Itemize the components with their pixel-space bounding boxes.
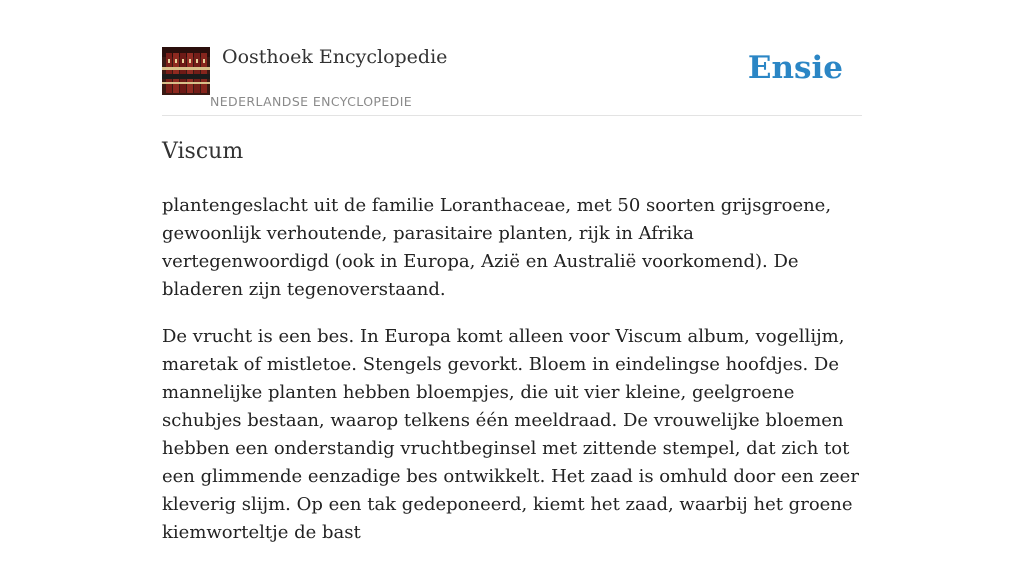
page: [162, 0, 862, 543]
brand-logo[interactable]: Ensie: [747, 50, 843, 86]
encyclopedia-books-icon[interactable]: [162, 47, 210, 95]
source-subtitle: NEDERLANDSE ENCYCLOPEDIE: [210, 94, 413, 109]
article-paragraph: De vrucht is een bes. In Europa komt alleen voor Viscum album, vogellijm, maretak of mistletoe. Stengels gevorkt. Bloem in eindelingse hoofdjes. De mannelijke planten hebben bloempjes, die uit vier kleine, geelgroene schubjes bestaan, waarop telkens één meeldraad. De vrouwelijke bloemen hebben een onderstandig vruchtbeginsel met zittende stempel, dat zich tot een glimmende eenzadige bes ontwikkelt. Het zaad is omhuld door een zeer kleverig slijm. Op een tak gedeponeerd, kiemt het zaad, waarbij het groene kiemworteltje de bast: [162, 326, 859, 543]
article-title: Viscum: [162, 139, 244, 164]
article-paragraph: plantengeslacht uit de familie Loranthaceae, met 50 soorten grijsgroene, gewoonlijk verhoutende, parasitaire planten, rijk in Afrika vertegenwoordigd (ook in Europa, Azië en Australië voorkomend). De bladeren zijn tegenoverstaand.: [162, 195, 832, 300]
source-title[interactable]: Oosthoek Encyclopedie: [222, 46, 448, 68]
source-header: [162, 0, 862, 116]
article-body: [162, 192, 862, 566]
